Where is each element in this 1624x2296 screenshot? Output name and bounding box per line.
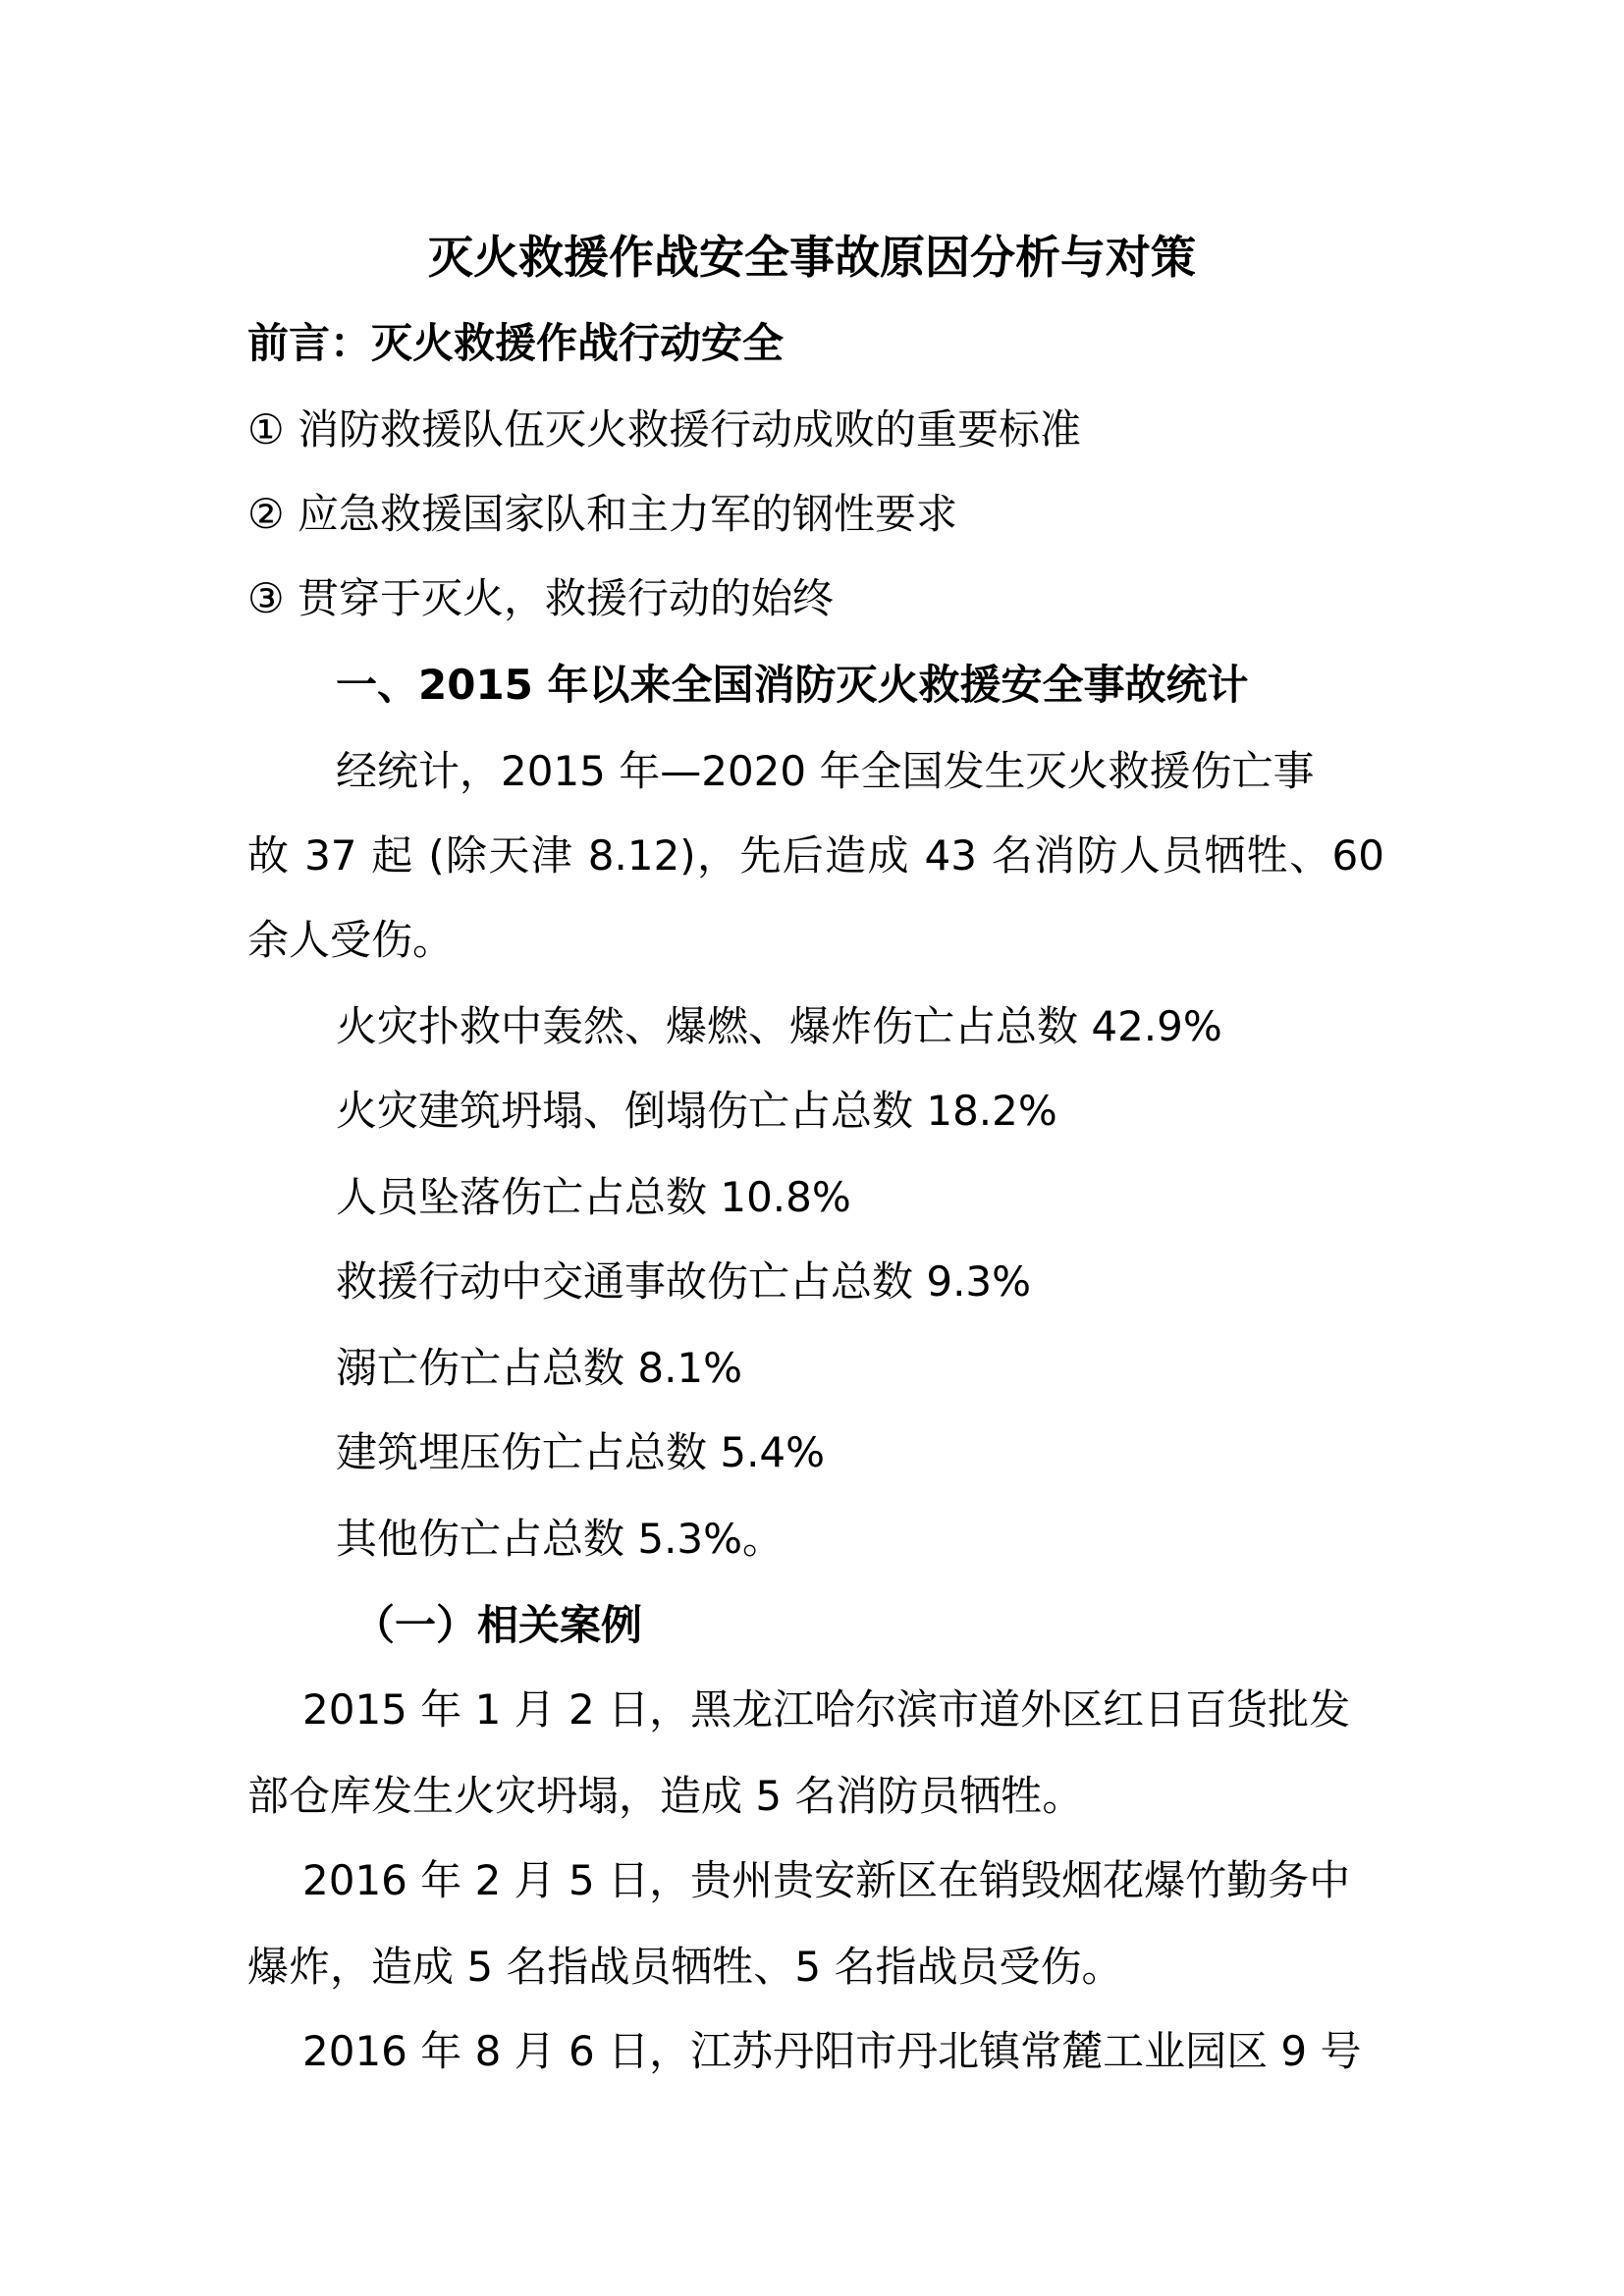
stat-item: 火灾建筑坍塌、倒塌伤亡占总数 18.2% [336,1087,1057,1135]
case-line: 2015 年 1 月 2 日，黑龙江哈尔滨市道外区红日百货批发 [302,1685,1351,1734]
case-line: 2016 年 8 月 6 日，江苏丹阳市丹北镇常麓工业园区 9 号 [302,2027,1362,2075]
stat-item: 救援行动中交通事故伤亡占总数 9.3% [336,1257,1032,1306]
stat-item: 人员坠落伤亡占总数 10.8% [336,1173,851,1221]
summary-line-1: 经统计，2015 年—2020 年全国发生灭火救援伤亡事 [336,747,1315,795]
preface-heading: 前言：灭火救援作战行动安全 [247,319,785,367]
stat-item: 火灾扑救中轰然、爆燃、爆炸伤亡占总数 42.9% [336,1002,1222,1050]
summary-line-2: 故 37 起 (除天津 8.12)，先后造成 43 名消防人员牺牲、60 [247,831,1384,880]
stat-item: 其他伤亡占总数 5.3%。 [336,1515,785,1563]
cases-heading: （一）相关案例 [353,1601,643,1649]
preface-point-1: ① 消防救援队伍灭火救援行动成败的重要标准 [247,405,1082,454]
document-title: 灭火救援作战安全事故原因分析与对策 [428,231,1196,284]
case-line: 部仓库发生火灾坍塌，造成 5 名消防员牺牲。 [247,1772,1084,1820]
case-line: 2016 年 2 月 5 日，贵州贵安新区在销毁烟花爆竹勤务中 [302,1856,1351,1904]
case-line: 爆炸，造成 5 名指战员牺牲、5 名指战员受伤。 [247,1943,1123,1991]
summary-line-3: 余人受伤。 [247,916,455,964]
stat-item: 溺亡伤亡占总数 8.1% [336,1344,743,1392]
preface-point-3: ③ 贯穿于灭火，救援行动的始终 [247,574,835,622]
section-heading-statistics: 一、2015 年以来全国消防灭火救援安全事故统计 [336,661,1249,709]
stat-item: 建筑埋压伤亡占总数 5.4% [336,1428,826,1476]
preface-point-2: ② 应急救援国家队和主力军的钢性要求 [247,490,958,538]
